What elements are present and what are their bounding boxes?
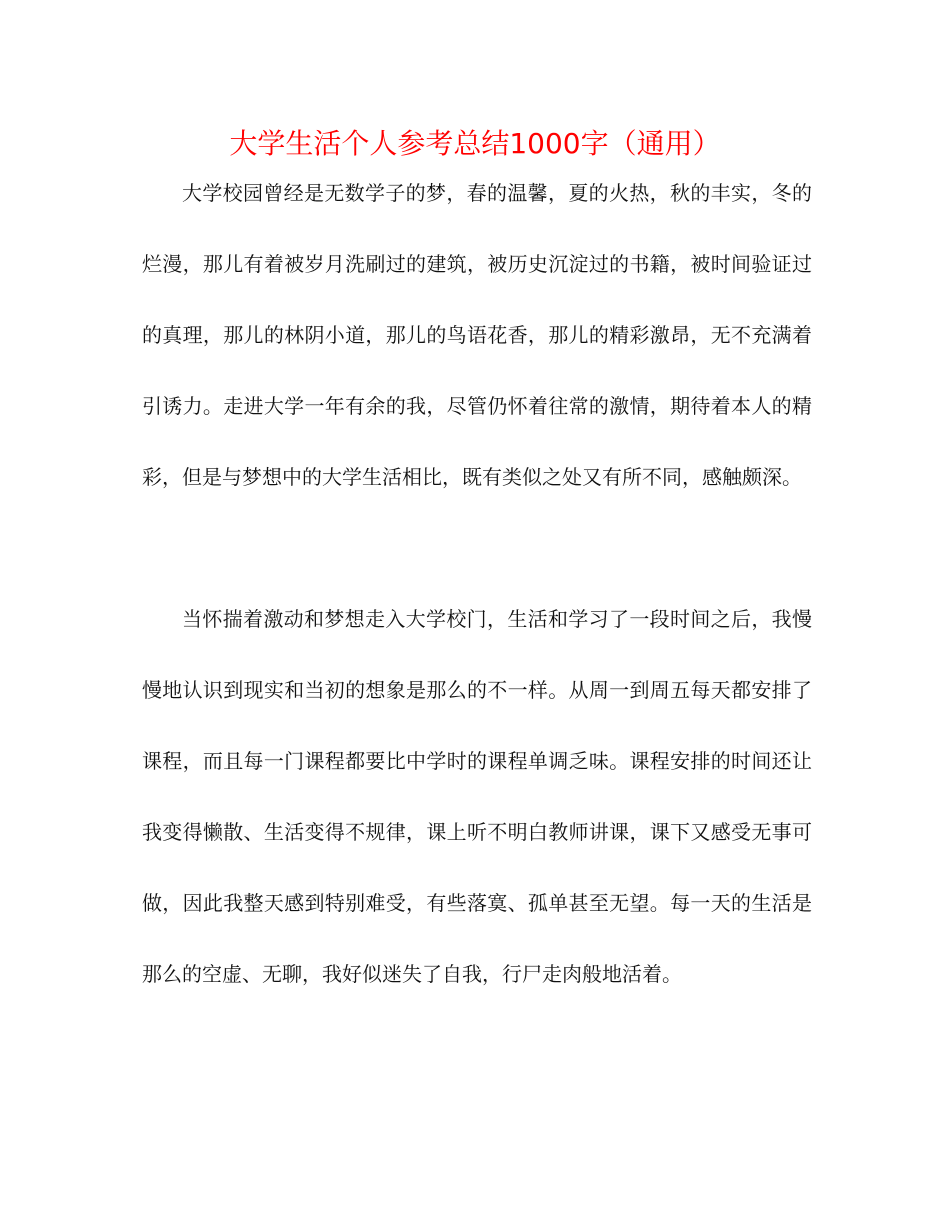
- body-paragraph-2: 当怀揣着激动和梦想走入大学校门，生活和学习了一段时间之后，我慢慢地认识到现实和当初的想象是那么的不一样。从周一到周五每天都安排了课程，而且每一门课程都要比中学时的课程单调乏味。课程安排的时间还让我变得懒散、生活变得不规律，课上听不明白教师讲课，课下又感受无事可做，因此我整天感到特别难受，有些落寞、孤单甚至无望。每一天的生活是那么的空虚、无聊，我好似迷失了自我，行尸走肉般地活着。: [142, 607, 812, 986]
- document-title: 大学生活个人参考总结1000字（通用）: [229, 127, 721, 160]
- body-paragraph-1: 大学校园曾经是无数学子的梦，春的温馨，夏的火热，秋的丰实，冬的烂漫，那儿有着被岁月洗刷过的建筑，被历史沉淀过的书籍，被时间验证过的真理，那儿的林阴小道，那儿的鸟语花香，那儿的精彩激昂，无不充满着引诱力。走进大学一年有余的我，尽管仍怀着往常的激情，期待着本人的精彩，但是与梦想中的大学生活相比，既有类似之处又有所不同，感触颇深。: [142, 181, 812, 489]
